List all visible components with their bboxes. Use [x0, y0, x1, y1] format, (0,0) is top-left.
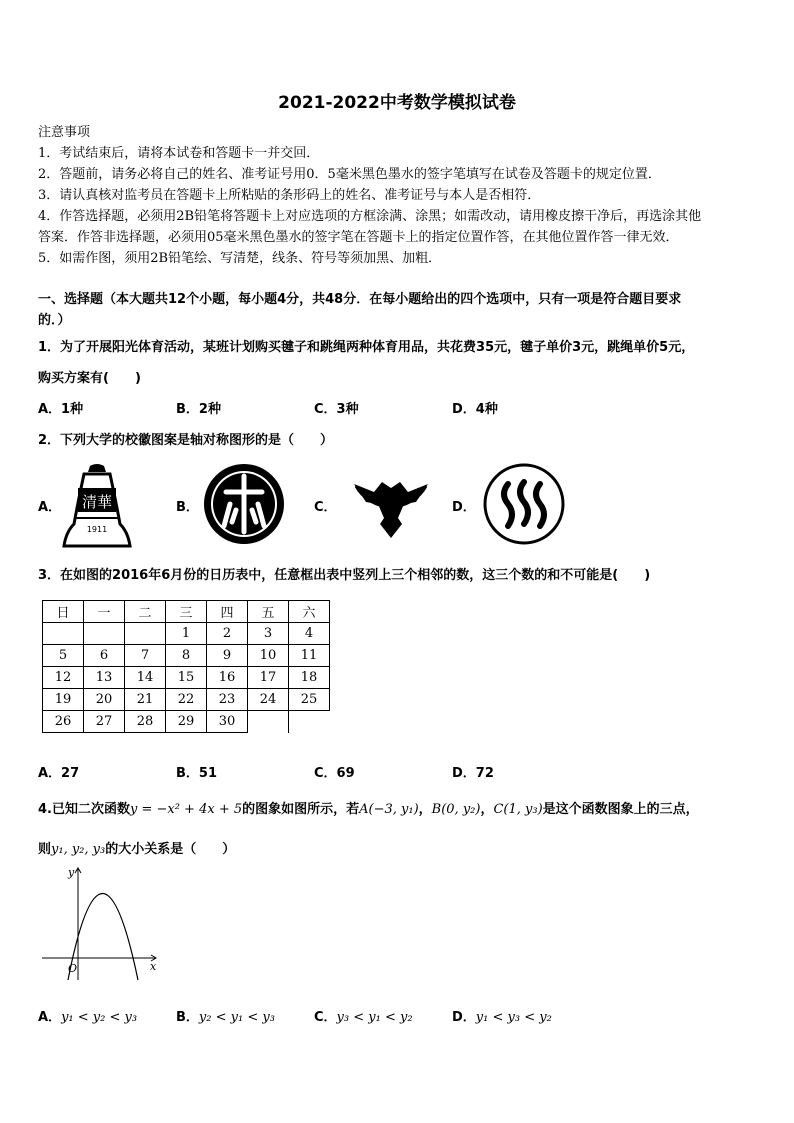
q3-option-a: A．27 — [38, 766, 80, 781]
question-4-stem-line2 — [38, 838, 235, 857]
calendar-header-row — [43, 601, 330, 623]
calendar-header-cell: 日 — [43, 601, 84, 623]
calendar-cell: 12 — [43, 667, 84, 689]
calendar-cell: 19 — [43, 689, 84, 711]
emblem-a-year: 1911 — [86, 525, 108, 534]
calendar-cell: 26 — [43, 711, 84, 733]
q4-option-d: D．y₁ < y₃ < y₂ — [452, 1010, 552, 1025]
calendar-cell: 29 — [166, 711, 207, 733]
calendar-cell: 22 — [166, 689, 207, 711]
calendar-cell — [125, 623, 166, 645]
q1-option-b: B．2种 — [176, 402, 221, 417]
q4-line2-vars: y₁, y₂, y₃ — [51, 842, 106, 857]
q4-mid: 的图象如图所示，若 — [242, 802, 360, 817]
calendar-cell: 14 — [125, 667, 166, 689]
q2-label-d: D． — [452, 500, 476, 515]
wave-emblem-image — [482, 462, 566, 546]
calendar-cell: 3 — [248, 623, 289, 645]
question-1-stem: 1．为了开展阳光体育活动，某班计划购买毽子和跳绳两种体育用品，共花费35元，毽子单价3元，跳绳单价5元， — [38, 340, 695, 355]
note-item: 3．请认真核对监考员在答题卡上所粘贴的条形码上的姓名、准考证号与本人是否相符． — [38, 188, 541, 203]
svg-text:清華: 清華 — [81, 493, 113, 511]
q4-prefix: 4.已知二次函数 — [38, 802, 130, 817]
q4-function: y = −x² + 4x + 5 — [129, 802, 243, 817]
calendar-cell: 5 — [43, 645, 84, 667]
calendar-cell: 16 — [207, 667, 248, 689]
tsinghua-emblem-image — [62, 462, 132, 552]
question-1-stem-line2: 购买方案有( ) — [38, 371, 141, 386]
eagle-emblem-image — [346, 462, 436, 546]
question-3-stem: 3．在如图的2016年6月份的日历表中，任意框出表中竖列上三个相邻的数，这三个数的和不可能是( ) — [38, 568, 651, 583]
calendar-header-cell: 二 — [125, 601, 166, 623]
calendar-cell: 27 — [84, 711, 125, 733]
calendar-cell: 11 — [289, 645, 330, 667]
q1-option-c: C．3种 — [314, 402, 359, 417]
calendar-row — [43, 667, 330, 689]
note-item: 4．作答选择题，必须用2B铅笔将答题卡上对应选项的方框涂满、涂黑；如需改动，请用橡皮擦干净后，再选涂其他 — [38, 209, 702, 224]
section-heading-line1: 一、选择题（本大题共12个小题，每小题4分，共48分．在每小题给出的四个选项中，只有一项是符合题目要求 — [38, 292, 682, 307]
calendar-cell — [84, 623, 125, 645]
note-item: 5．如需作图，须用2B铅笔绘、写清楚，线条、符号等须加黑、加粗． — [38, 251, 442, 266]
calendar-table — [42, 600, 330, 733]
parabola-graph — [38, 862, 168, 982]
q4-option-b: B．y₂ < y₁ < y₃ — [176, 1010, 275, 1025]
q1-option-a: A．1种 — [38, 402, 84, 417]
calendar-cell: 21 — [125, 689, 166, 711]
calendar-cell — [248, 711, 289, 733]
section-heading-line2: 的．） — [38, 313, 71, 328]
note-item: 1．考试结束后，请将本试卷和答题卡一并交回． — [38, 146, 320, 161]
exam-title: 2021-2022中考数学模拟试卷 — [278, 93, 516, 113]
calendar-cell: 17 — [248, 667, 289, 689]
calendar-cell: 30 — [207, 711, 248, 733]
calendar-row — [43, 689, 330, 711]
calendar-header-cell: 五 — [248, 601, 289, 623]
calendar-header-cell: 四 — [207, 601, 248, 623]
q4-suffix: 是这个函数图象上的三点， — [542, 802, 699, 817]
calendar-cell: 15 — [166, 667, 207, 689]
calendar-cell: 7 — [125, 645, 166, 667]
q4-point-b: B(0, y₂) — [431, 802, 481, 817]
note-item: 2．答题前，请务必将自己的姓名、准考证号用0．5毫米黑色墨水的签字笔填写在试卷及答题卡的规定位置． — [38, 167, 661, 182]
y-axis-label: y — [68, 866, 75, 879]
question-4-stem: 4.已知二次函数y = −x² + 4x + 5的图象如图所示，若A(−3, y₁)，B(0, y₂)，C(1, y₃)是这个函数图象上的三点， — [38, 802, 699, 817]
note-item: 答案．作答非选择题，必须用05毫米黑色墨水的签字笔在答题卡上的指定位置作答，在其他位置作答一律无效． — [38, 230, 679, 245]
calendar-cell: 2 — [207, 623, 248, 645]
calendar-cell: 6 — [84, 645, 125, 667]
notes-heading: 注意事项 — [38, 125, 91, 140]
calendar-cell: 18 — [289, 667, 330, 689]
x-axis-label: x — [150, 960, 157, 973]
calendar-row — [43, 645, 330, 667]
calendar-cell: 25 — [289, 689, 330, 711]
q2-label-c: C． — [314, 500, 337, 515]
question-2-stem: 2．下列大学的校徽图案是轴对称图形的是（ ） — [38, 433, 334, 448]
calendar-cell — [43, 623, 84, 645]
calendar-cell: 8 — [166, 645, 207, 667]
q2-label-b: B． — [176, 500, 199, 515]
q2-label-a: A． — [38, 500, 62, 515]
q4-line2-suffix: 的大小关系是（ ） — [105, 842, 236, 857]
calendar-cell — [289, 711, 330, 733]
origin-label: O — [68, 962, 78, 975]
calendar-cell: 24 — [248, 689, 289, 711]
q3-option-c: C．69 — [314, 766, 355, 781]
calendar-cell: 10 — [248, 645, 289, 667]
calendar-header-cell: 六 — [289, 601, 330, 623]
calendar-header-cell: 一 — [84, 601, 125, 623]
q1-option-d: D．4种 — [452, 402, 498, 417]
q4-line2-prefix: 则 — [38, 842, 52, 857]
peking-emblem-image — [202, 462, 286, 546]
calendar-row — [43, 711, 330, 733]
calendar-header-cell: 三 — [166, 601, 207, 623]
calendar-cell: 23 — [207, 689, 248, 711]
calendar-cell: 1 — [166, 623, 207, 645]
calendar-cell: 13 — [84, 667, 125, 689]
calendar-cell: 9 — [207, 645, 248, 667]
q4-point-a: A(−3, y₁) — [359, 802, 419, 817]
q4-option-c: C．y₃ < y₁ < y₂ — [314, 1010, 413, 1025]
q4-point-c: C(1, y₃) — [493, 802, 543, 817]
calendar-cell: 4 — [289, 623, 330, 645]
q4-option-a: A．y₁ < y₂ < y₃ — [38, 1010, 138, 1025]
q3-option-d: D．72 — [452, 766, 494, 781]
calendar-cell: 28 — [125, 711, 166, 733]
q3-option-b: B．51 — [176, 766, 217, 781]
calendar-row — [43, 623, 330, 645]
calendar-cell: 20 — [84, 689, 125, 711]
